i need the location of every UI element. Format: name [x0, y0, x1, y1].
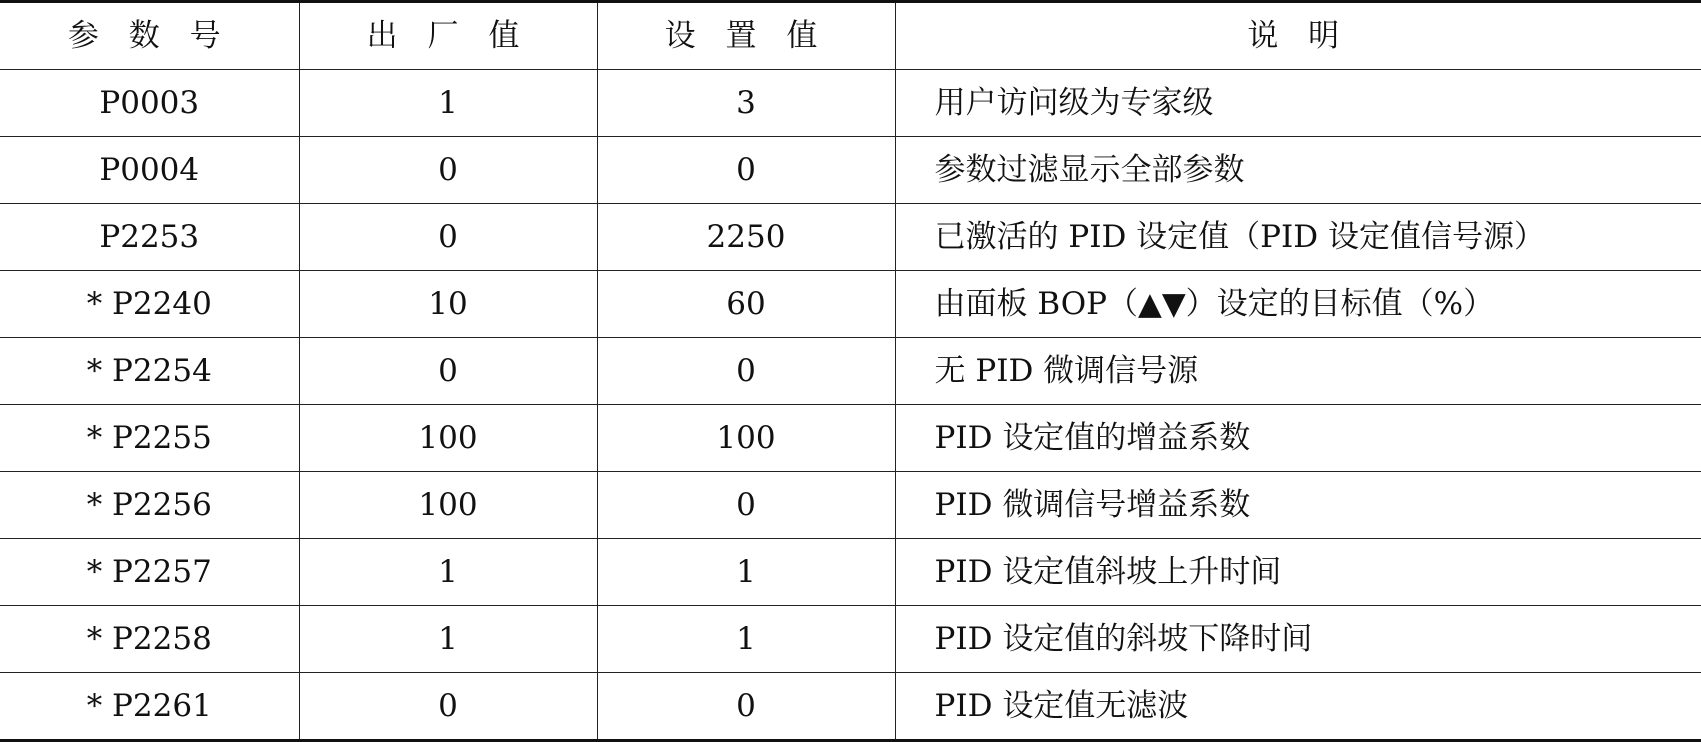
- param-number-cell: * P2257: [0, 539, 299, 606]
- header-description: 说 明: [895, 2, 1701, 70]
- factory-value-cell: 1: [299, 70, 597, 137]
- factory-value-cell: 1: [299, 539, 597, 606]
- description-cell: PID 设定值的斜坡下降时间: [895, 606, 1701, 673]
- description-cell: PID 设定值斜坡上升时间: [895, 539, 1701, 606]
- table-row: [0, 539, 1701, 606]
- table-row: [0, 271, 1701, 338]
- setting-value-cell: 1: [597, 539, 895, 606]
- description-cell: 已激活的 PID 设定值（PID 设定值信号源）: [895, 204, 1701, 271]
- factory-value-cell: 0: [299, 204, 597, 271]
- param-number-cell: P0003: [0, 70, 299, 137]
- description-cell: PID 微调信号增益系数: [895, 472, 1701, 539]
- header-param-number: 参 数 号: [0, 2, 299, 70]
- header-setting-value: 设 置 值: [597, 2, 895, 70]
- table-row: [0, 405, 1701, 472]
- factory-value-cell: 100: [299, 405, 597, 472]
- setting-value-cell: 100: [597, 405, 895, 472]
- param-number-cell: * P2255: [0, 405, 299, 472]
- factory-value-cell: 10: [299, 271, 597, 338]
- factory-value-cell: 0: [299, 137, 597, 204]
- setting-value-cell: 3: [597, 70, 895, 137]
- param-number-cell: * P2261: [0, 673, 299, 741]
- table-row: [0, 472, 1701, 539]
- table-row: [0, 606, 1701, 673]
- table-row: [0, 673, 1701, 741]
- table-row: [0, 70, 1701, 137]
- header-factory-value: 出 厂 值: [299, 2, 597, 70]
- description-cell: 用户访问级为专家级: [895, 70, 1701, 137]
- table-row: [0, 204, 1701, 271]
- param-number-cell: * P2256: [0, 472, 299, 539]
- description-cell: 由面板 BOP（▲▼）设定的目标值（%）: [895, 271, 1701, 338]
- param-number-cell: P2253: [0, 204, 299, 271]
- setting-value-cell: 0: [597, 338, 895, 405]
- table-header-row: [0, 2, 1701, 70]
- description-cell: PID 设定值的增益系数: [895, 405, 1701, 472]
- param-number-cell: * P2254: [0, 338, 299, 405]
- setting-value-cell: 0: [597, 137, 895, 204]
- description-cell: 无 PID 微调信号源: [895, 338, 1701, 405]
- setting-value-cell: 60: [597, 271, 895, 338]
- setting-value-cell: 1: [597, 606, 895, 673]
- table-row: [0, 338, 1701, 405]
- description-cell: PID 设定值无滤波: [895, 673, 1701, 741]
- factory-value-cell: 0: [299, 338, 597, 405]
- factory-value-cell: 1: [299, 606, 597, 673]
- param-number-cell: P0004: [0, 137, 299, 204]
- setting-value-cell: 2250: [597, 204, 895, 271]
- param-number-cell: * P2258: [0, 606, 299, 673]
- setting-value-cell: 0: [597, 472, 895, 539]
- factory-value-cell: 100: [299, 472, 597, 539]
- factory-value-cell: 0: [299, 673, 597, 741]
- param-number-cell: * P2240: [0, 271, 299, 338]
- table-row: [0, 137, 1701, 204]
- setting-value-cell: 0: [597, 673, 895, 741]
- description-cell: 参数过滤显示全部参数: [895, 137, 1701, 204]
